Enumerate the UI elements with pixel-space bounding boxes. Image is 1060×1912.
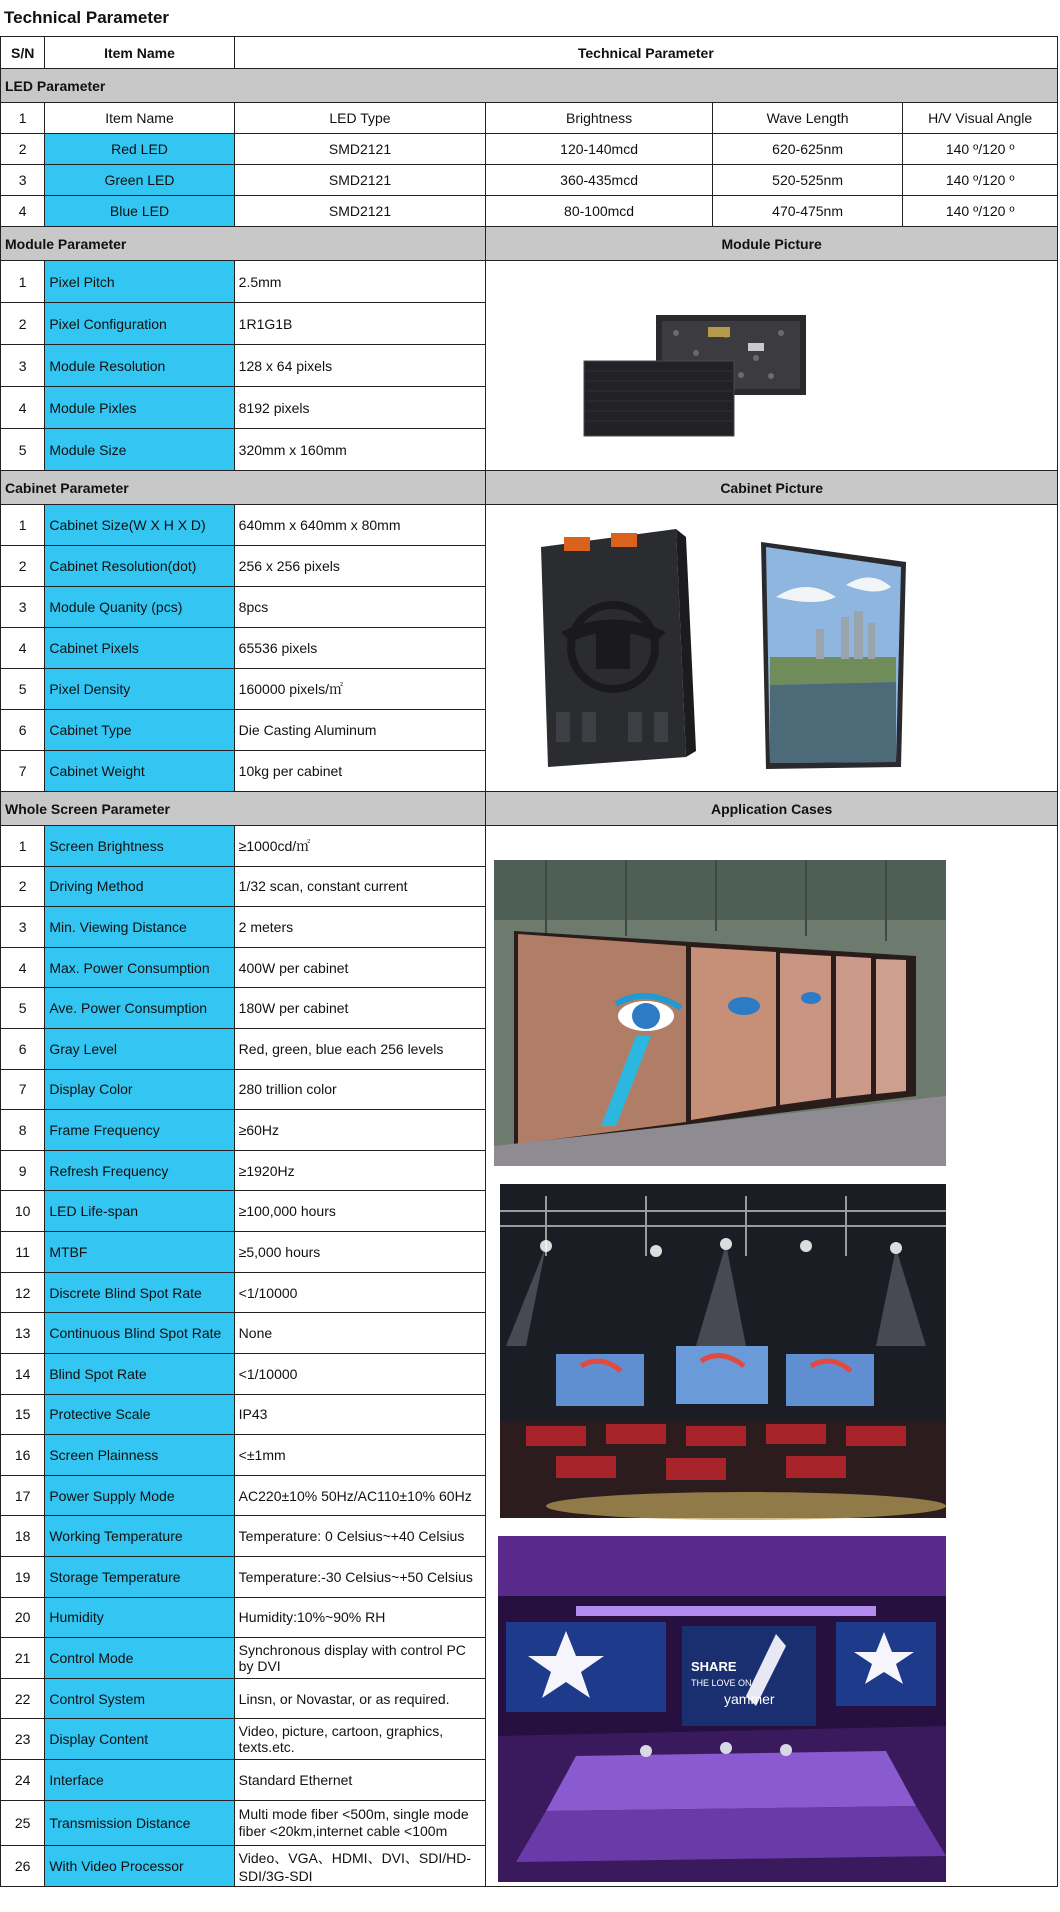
screen-row-name: Humidity	[45, 1597, 234, 1638]
screen-row-value: IP43	[234, 1394, 486, 1435]
cabinet-row-name: Cabinet Size(W X H X D)	[45, 505, 234, 546]
module-section-header	[1, 227, 1058, 261]
screen-row-name: Gray Level	[45, 1029, 234, 1070]
screen-row-value: ≥1920Hz	[234, 1150, 486, 1191]
screen-row-sn: 10	[1, 1191, 45, 1232]
screen-row-value: None	[234, 1313, 486, 1354]
module-row-name: Pixel Configuration	[45, 303, 234, 345]
screen-section-title: Whole Screen Parameter	[1, 792, 486, 826]
screen-row-value: AC220±10% 50Hz/AC110±10% 60Hz	[234, 1475, 486, 1516]
led-col-wave: Wave Length	[712, 103, 903, 134]
screen-row-sn: 21	[1, 1638, 45, 1679]
module-section-title: Module Parameter	[1, 227, 486, 261]
led-row-wave: 520-525nm	[712, 165, 903, 196]
screen-row-value: 400W per cabinet	[234, 947, 486, 988]
screen-row-sn: 8	[1, 1110, 45, 1151]
screen-row-name: Refresh Frequency	[45, 1150, 234, 1191]
led-col-item: Item Name	[45, 103, 234, 134]
led-col-brightness: Brightness	[486, 103, 712, 134]
module-row-name: Module Size	[45, 429, 234, 471]
screen-row	[1, 826, 1058, 867]
module-row-value: 128 x 64 pixels	[234, 345, 486, 387]
screen-row-value: Multi mode fiber <500m, single mode fiber <20km,internet cable <100m	[234, 1800, 486, 1846]
led-row-brightness: 360-435mcd	[486, 165, 712, 196]
module-row-value: 8192 pixels	[234, 387, 486, 429]
screen-row-name: With Video Processor	[45, 1846, 234, 1887]
cabinet-row-sn: 1	[1, 505, 45, 546]
screen-row-name: Screen Plainness	[45, 1435, 234, 1476]
application-photos	[486, 826, 956, 1886]
screen-row-name: Max. Power Consumption	[45, 947, 234, 988]
header-row	[1, 37, 1058, 69]
spec-table	[0, 36, 1058, 1887]
cabinet-row-value: 256 x 256 pixels	[234, 546, 486, 587]
cabinet-row-value: 10kg per cabinet	[234, 751, 486, 792]
screen-row-name: Ave. Power Consumption	[45, 988, 234, 1029]
led-row-angle: 140 º/120 º	[903, 134, 1058, 165]
screen-row-value: Standard Ethernet	[234, 1760, 486, 1801]
screen-row-value: Video、VGA、HDMI、DVI、SDI/HD-SDI/3G-SDI	[234, 1846, 486, 1887]
screen-row-value: Temperature:-30 Celsius~+50 Celsius	[234, 1556, 486, 1597]
led-row-brightness: 120-140mcd	[486, 134, 712, 165]
module-row-value: 2.5mm	[234, 261, 486, 303]
cabinet-row-value: 65536 pixels	[234, 628, 486, 669]
screen-row-value: Temperature: 0 Celsius~+40 Celsius	[234, 1516, 486, 1557]
module-picture	[486, 261, 1058, 471]
module-row-sn: 5	[1, 429, 45, 471]
screen-row-name: Working Temperature	[45, 1516, 234, 1557]
cabinet-row-name: Module Quanity (pcs)	[45, 587, 234, 628]
screen-row-sn: 25	[1, 1800, 45, 1846]
cabinet-row-name: Cabinet Resolution(dot)	[45, 546, 234, 587]
cabinet-section-header	[1, 471, 1058, 505]
led-row-name: Blue LED	[45, 196, 234, 227]
screen-row-value: <1/10000	[234, 1272, 486, 1313]
cabinet-picture	[486, 505, 1058, 792]
application-photo-event-stage	[498, 1536, 946, 1882]
cabinet-picture-title: Cabinet Picture	[486, 471, 1058, 505]
screen-row-name: Transmission Distance	[45, 1800, 234, 1846]
module-row-value: 320mm x 160mm	[234, 429, 486, 471]
spec-sheet	[0, 36, 1060, 1887]
screen-row-sn: 20	[1, 1597, 45, 1638]
led-row-brightness: 80-100mcd	[486, 196, 712, 227]
screen-row-value: 1/32 scan, constant current	[234, 866, 486, 907]
led-row-sn: 2	[1, 134, 45, 165]
cabinet-row-sn: 7	[1, 751, 45, 792]
cabinet-row-sn: 6	[1, 710, 45, 751]
led-row-green	[1, 165, 1058, 196]
cabinet-row-name: Cabinet Pixels	[45, 628, 234, 669]
screen-row-name: Min. Viewing Distance	[45, 907, 234, 948]
screen-row-sn: 19	[1, 1556, 45, 1597]
screen-row-sn: 12	[1, 1272, 45, 1313]
cabinet-section-title: Cabinet Parameter	[1, 471, 486, 505]
screen-row-sn: 4	[1, 947, 45, 988]
screen-row-name: Control Mode	[45, 1638, 234, 1679]
screen-row-sn: 11	[1, 1232, 45, 1273]
led-row-red	[1, 134, 1058, 165]
screen-row-sn: 9	[1, 1150, 45, 1191]
screen-row-name: Display Color	[45, 1069, 234, 1110]
header-technical-parameter: Technical Parameter	[234, 37, 1057, 69]
screen-section-header	[1, 792, 1058, 826]
screen-row-sn: 16	[1, 1435, 45, 1476]
screen-row-name: Power Supply Mode	[45, 1475, 234, 1516]
screen-row-value: Synchronous display with control PC by DVI	[234, 1638, 486, 1679]
screen-row-value: Linsn, or Novastar, or as required.	[234, 1678, 486, 1719]
screen-row-value: 280 trillion color	[234, 1069, 486, 1110]
photo-screen-text-3: yammer	[724, 1691, 775, 1707]
cabinet-row-name: Cabinet Weight	[45, 751, 234, 792]
screen-row-sn: 15	[1, 1394, 45, 1435]
application-cases-pictures	[486, 826, 1058, 1887]
module-row-name: Pixel Pitch	[45, 261, 234, 303]
screen-row-sn: 1	[1, 826, 45, 867]
screen-row-name: Control System	[45, 1678, 234, 1719]
cabinet-row-sn: 4	[1, 628, 45, 669]
screen-row-sn: 2	[1, 866, 45, 907]
led-columns-row	[1, 103, 1058, 134]
led-row-wave: 620-625nm	[712, 134, 903, 165]
led-row-name: Red LED	[45, 134, 234, 165]
screen-row-value: 180W per cabinet	[234, 988, 486, 1029]
photo-screen-text-2: THE LOVE ON	[691, 1678, 752, 1688]
cabinet-row-value: 8pcs	[234, 587, 486, 628]
led-row-type: SMD2121	[234, 196, 486, 227]
screen-row-value: <±1mm	[234, 1435, 486, 1476]
cabinet-row-value: 640mm x 640mm x 80mm	[234, 505, 486, 546]
screen-row-sn: 24	[1, 1760, 45, 1801]
module-row-sn: 4	[1, 387, 45, 429]
screen-row-sn: 6	[1, 1029, 45, 1070]
screen-row-name: Interface	[45, 1760, 234, 1801]
screen-row-value: ≥60Hz	[234, 1110, 486, 1151]
led-section-header	[1, 69, 1058, 103]
cabinet-photo	[486, 507, 956, 790]
application-photo-exhibition	[494, 860, 946, 1166]
screen-row-sn: 7	[1, 1069, 45, 1110]
cabinet-row-sn: 5	[1, 669, 45, 710]
led-row-wave: 470-475nm	[712, 196, 903, 227]
screen-row-value: ≥5,000 hours	[234, 1232, 486, 1273]
screen-row-sn: 5	[1, 988, 45, 1029]
screen-row-value: ≥1000cd/㎡	[234, 826, 486, 867]
cabinet-row-value: Die Casting Aluminum	[234, 710, 486, 751]
screen-row-name: Blind Spot Rate	[45, 1353, 234, 1394]
screen-row-sn: 26	[1, 1846, 45, 1887]
led-col-sn: 1	[1, 103, 45, 134]
led-col-type: LED Type	[234, 103, 486, 134]
led-row-sn: 3	[1, 165, 45, 196]
led-row-blue	[1, 196, 1058, 227]
cabinet-row-value: 160000 pixels/㎡	[234, 669, 486, 710]
module-row-value: 1R1G1B	[234, 303, 486, 345]
screen-row-value: Video, picture, cartoon, graphics, texts.etc.	[234, 1719, 486, 1760]
module-row-name: Module Pixles	[45, 387, 234, 429]
screen-row-sn: 23	[1, 1719, 45, 1760]
led-module-photo	[486, 263, 956, 468]
screen-row-value: Humidity:10%~90% RH	[234, 1597, 486, 1638]
header-item-name: Item Name	[45, 37, 234, 69]
header-sn: S/N	[1, 37, 45, 69]
screen-row-name: LED Life-span	[45, 1191, 234, 1232]
document-title: Technical Parameter	[4, 8, 170, 27]
led-col-angle: H/V Visual Angle	[903, 103, 1058, 134]
screen-row-value: ≥100,000 hours	[234, 1191, 486, 1232]
cabinet-row-name: Pixel Density	[45, 669, 234, 710]
screen-row-name: Continuous Blind Spot Rate	[45, 1313, 234, 1354]
led-row-type: SMD2121	[234, 134, 486, 165]
led-row-angle: 140 º/120 º	[903, 165, 1058, 196]
cabinet-row-name: Cabinet Type	[45, 710, 234, 751]
led-row-name: Green LED	[45, 165, 234, 196]
module-row-sn: 1	[1, 261, 45, 303]
screen-row-value: 2 meters	[234, 907, 486, 948]
screen-row-name: Screen Brightness	[45, 826, 234, 867]
photo-screen-text-1: SHARE	[691, 1659, 737, 1674]
led-row-type: SMD2121	[234, 165, 486, 196]
led-row-angle: 140 º/120 º	[903, 196, 1058, 227]
screen-row-name: Display Content	[45, 1719, 234, 1760]
screen-row-sn: 3	[1, 907, 45, 948]
screen-row-value: <1/10000	[234, 1353, 486, 1394]
screen-row-name: Discrete Blind Spot Rate	[45, 1272, 234, 1313]
screen-row-name: MTBF	[45, 1232, 234, 1273]
module-row-sn: 3	[1, 345, 45, 387]
screen-row-name: Frame Frequency	[45, 1110, 234, 1151]
cabinet-row-sn: 3	[1, 587, 45, 628]
screen-row-name: Protective Scale	[45, 1394, 234, 1435]
screen-row-name: Driving Method	[45, 866, 234, 907]
application-photo-banquet	[500, 1184, 946, 1520]
screen-row-sn: 17	[1, 1475, 45, 1516]
led-row-sn: 4	[1, 196, 45, 227]
screen-row-sn: 22	[1, 1678, 45, 1719]
module-row	[1, 261, 1058, 303]
module-row-sn: 2	[1, 303, 45, 345]
screen-row-sn: 14	[1, 1353, 45, 1394]
cabinet-row	[1, 505, 1058, 546]
screen-row-value: Red, green, blue each 256 levels	[234, 1029, 486, 1070]
screen-row-sn: 18	[1, 1516, 45, 1557]
screen-row-sn: 13	[1, 1313, 45, 1354]
application-cases-title: Application Cases	[486, 792, 1058, 826]
module-row-name: Module Resolution	[45, 345, 234, 387]
module-picture-title: Module Picture	[486, 227, 1058, 261]
cabinet-row-sn: 2	[1, 546, 45, 587]
led-section-title: LED Parameter	[1, 69, 1058, 103]
screen-row-name: Storage Temperature	[45, 1556, 234, 1597]
